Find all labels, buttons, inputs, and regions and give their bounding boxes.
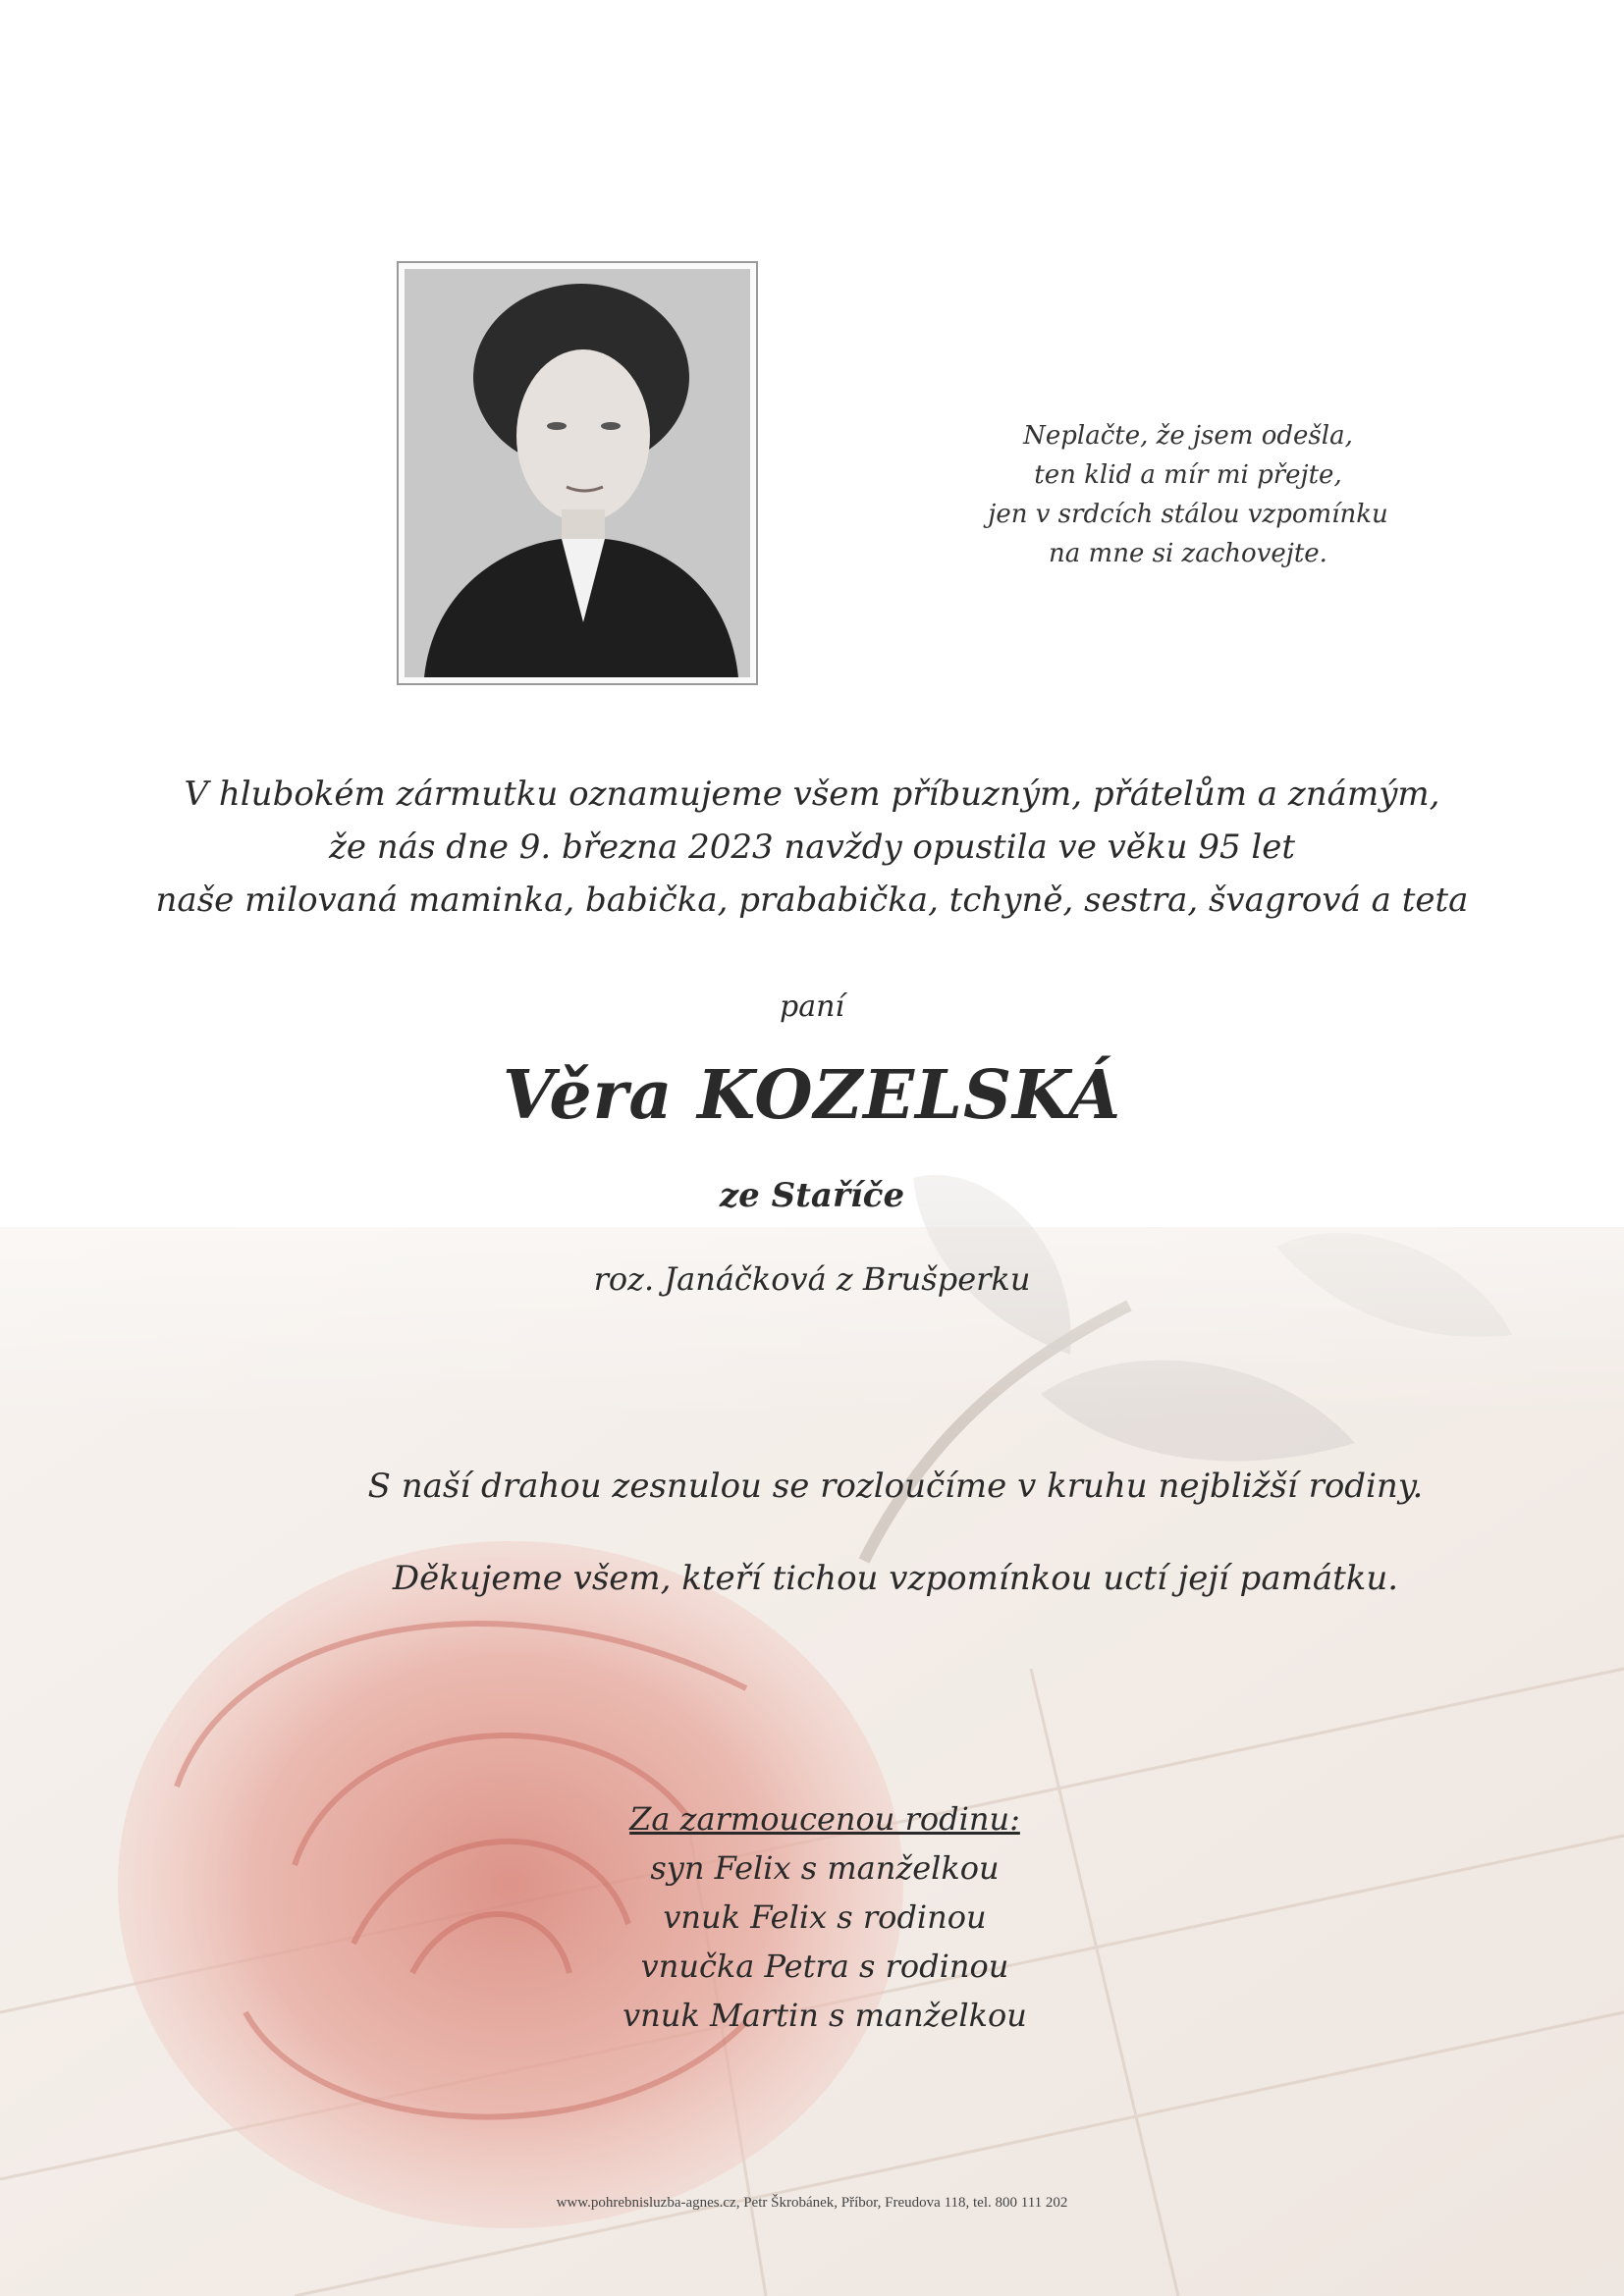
announcement: [0, 768, 1624, 927]
poem: [884, 416, 1492, 573]
deceased-maiden-name: roz. Janáčková z Brušperku: [593, 1260, 1031, 1298]
farewell-note: S naší drahou zesnulou se rozloučíme v kruhu nejbližší rodiny.: [367, 1467, 1424, 1506]
funeral-service-footer: www.pohrebnisluzba-agnes.cz, Petr Škrobánek, Příbor, Freudova 118, tel. 800 111 202: [556, 2195, 1068, 2211]
thanks-note: Děkujeme všem, kteří tichou vzpomínkou uctí její památku.: [392, 1559, 1399, 1598]
portrait-photo-frame: [397, 261, 758, 685]
announcement-line: V hlubokém zármutku oznamujeme všem příbuzným, přátelům a známým,: [184, 774, 1440, 814]
poem-line: na mne si zachovejte.: [1049, 539, 1327, 568]
announcement-line: naše milovaná maminka, babička, prababička, tchyně, sestra, švagrová a teta: [155, 881, 1469, 920]
deceased-name: Věra KOZELSKÁ: [502, 1056, 1122, 1135]
family-member: vnučka Petra s rodinou: [640, 1948, 1009, 1985]
announcement-line: že nás dne 9. března 2023 navždy opustila ve věku 95 let: [328, 828, 1296, 867]
family-list: [530, 1794, 1119, 2040]
deceased-title: paní: [779, 989, 844, 1024]
portrait-photo: [405, 269, 750, 677]
poem-line: Neplačte, že jsem odešla,: [1023, 421, 1353, 451]
family-member: vnuk Martin s manželkou: [623, 1997, 1027, 2034]
family-member: syn Felix s manželkou: [650, 1849, 1000, 1887]
deceased-origin: ze Staříče: [719, 1176, 905, 1215]
family-heading: Za zarmoucenou rodinu:: [629, 1800, 1020, 1838]
family-member: vnuk Felix s rodinou: [663, 1898, 987, 1936]
poem-line: ten klid a mír mi přejte,: [1034, 460, 1342, 490]
poem-line: jen v srdcích stálou vzpomínku: [988, 500, 1388, 529]
